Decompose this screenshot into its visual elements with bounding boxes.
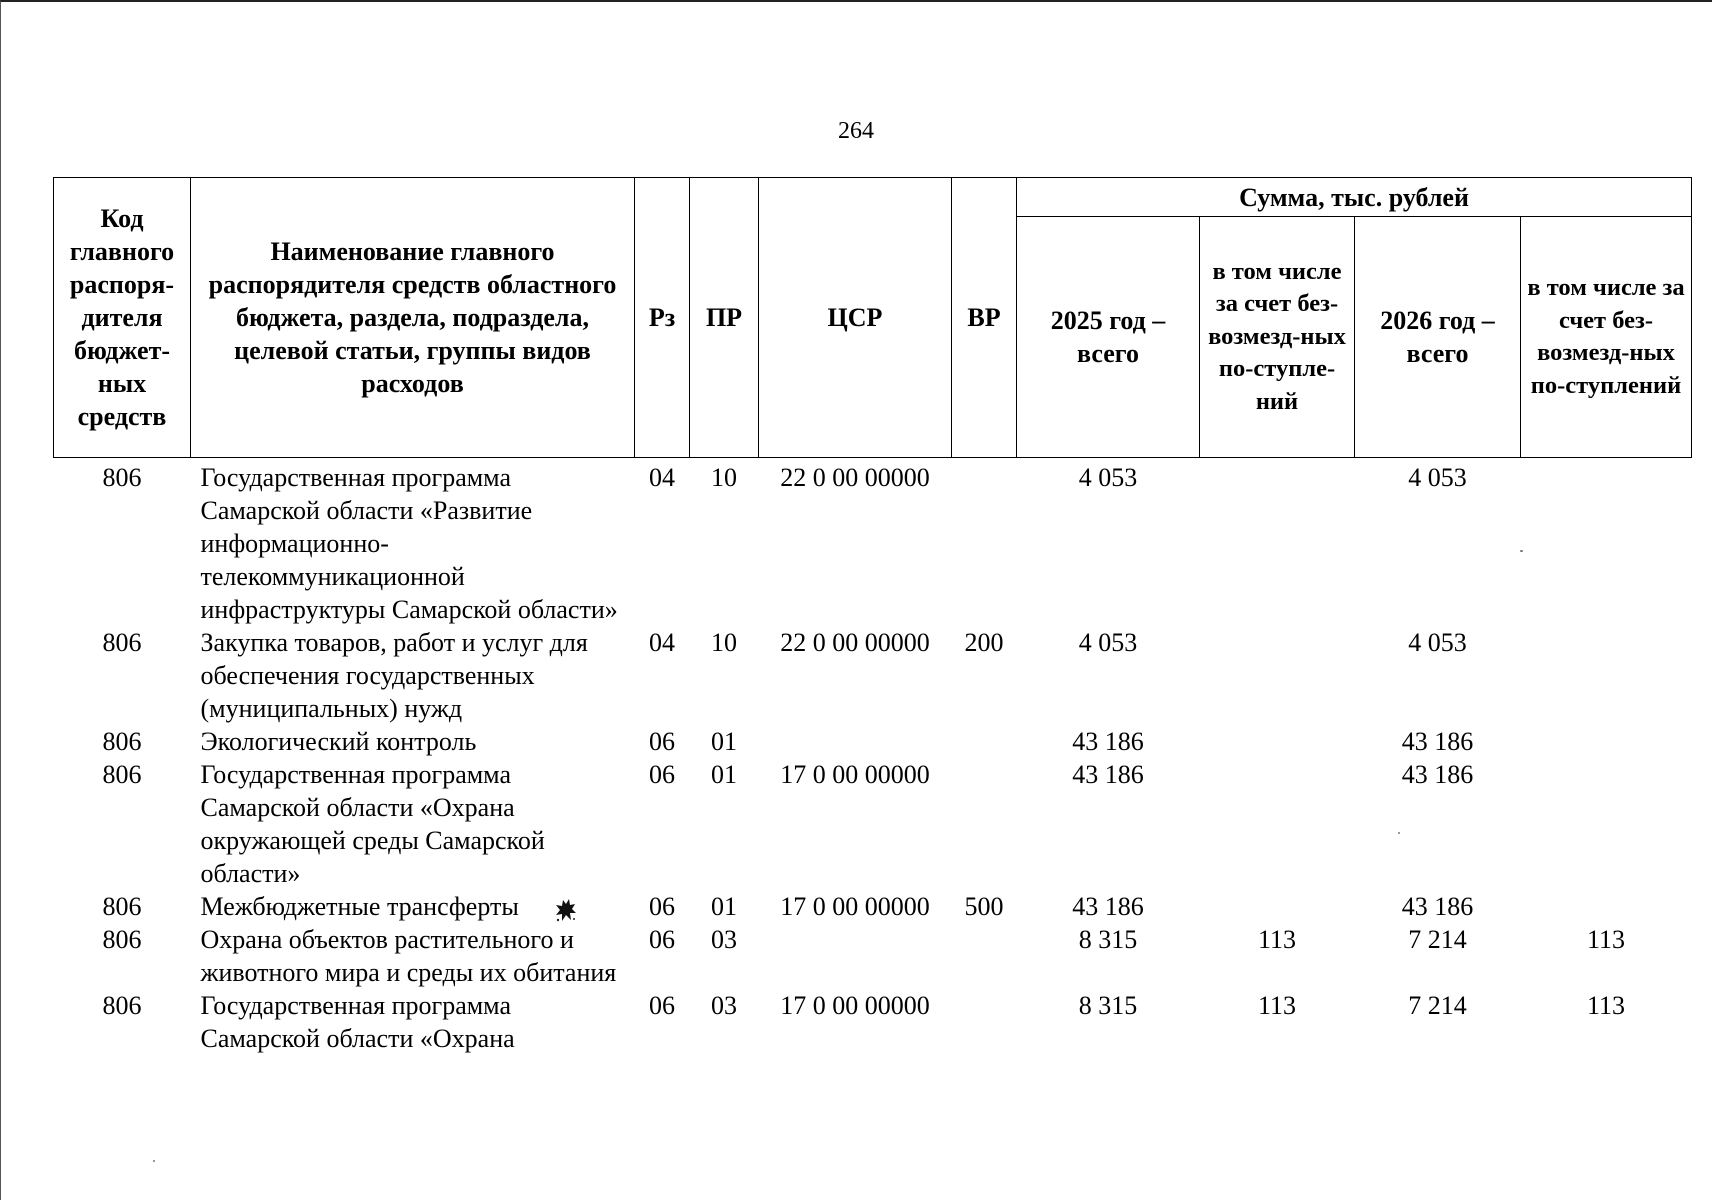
cell-2026-total: 43 186 [1401,892,1474,921]
cell-2026-total: 43 186 [1401,727,1474,756]
header-2026-total: 2026 год – всего [1355,217,1521,458]
cell-2026-grants: 113 [1586,991,1626,1020]
cell-csr: 22 0 00 00000 [780,463,930,492]
table-body [54,458,1692,1056]
table-row [54,923,1692,989]
scan-speck [1398,832,1400,834]
cell-code: 806 [102,892,142,921]
cell-name: Закупка товаров, работ и услуг для обеспечения государственных (муниципальных) нужд [200,628,588,723]
header-2025-grants: в том числе за счет без-возмезд-ных по-ступле-ний [1200,217,1355,458]
cell-csr: 22 0 00 00000 [780,628,930,657]
cell-2025-grants: 113 [1257,925,1297,954]
cell-2026-grants [1521,758,1692,890]
cell-rz: 06 [649,760,675,789]
cell-name: Межбюджетные трансферты [200,892,519,921]
cell-2025-total: 43 186 [1072,727,1144,756]
table-row [54,626,1692,725]
header-csr: ЦСР [759,178,952,458]
table-row [54,890,1692,923]
cell-2025-total: 8 315 [1078,991,1138,1020]
cell-rz: 06 [649,925,675,954]
cell-2025-total: 4 053 [1078,463,1138,492]
table-row [54,989,1692,1055]
cell-vr: 200 [964,628,1004,657]
cell-2025-total: 43 186 [1072,760,1144,789]
cell-2026-total: 4 053 [1408,463,1467,492]
budget-table [53,177,1692,1055]
cell-pr: 01 [711,760,737,789]
cell-rz: 06 [649,892,675,921]
cell-vr: 500 [964,892,1004,921]
cell-2025-total: 8 315 [1078,925,1138,954]
cell-2026-grants [1521,890,1692,923]
header-pr: ПР [690,178,759,458]
cell-code: 806 [102,991,142,1020]
cell-2025-grants [1200,626,1355,725]
cell-rz: 06 [649,991,675,1020]
cell-rz: 04 [649,463,675,492]
cell-name: Государственная программа Самарской области «Развитие информационно-телекоммуникационной инфраструктуры Самарской области» [200,463,618,624]
cell-vr [952,758,1017,890]
cell-name: Экологический контроль [200,727,477,756]
cell-pr: 03 [711,925,737,954]
cell-code: 806 [102,628,142,657]
cell-2026-total: 43 186 [1401,760,1474,789]
cell-2026-grants [1521,725,1692,758]
cell-2026-grants [1521,458,1692,627]
header-2025-total: 2025 год – всего [1017,217,1200,458]
header-sum-group: Сумма, тыс. рублей [1017,178,1692,217]
cell-pr: 01 [711,727,737,756]
cell-2025-grants: 113 [1257,991,1297,1020]
table-row [54,758,1692,890]
cell-vr [952,923,1017,989]
cell-2026-total: 7 214 [1408,991,1467,1020]
table-row [54,458,1692,627]
cell-vr [952,989,1017,1055]
cell-vr [952,458,1017,627]
cell-2025-grants [1200,758,1355,890]
cell-code: 806 [102,727,142,756]
scan-speck [153,1160,155,1162]
header-rz: Рз [635,178,690,458]
header-2026-grants: в том числе за счет без-возмезд-ных по-ступлений [1521,217,1692,458]
cell-pr: 01 [711,892,737,921]
cell-2026-total: 4 053 [1408,628,1467,657]
scan-speck [1520,550,1523,552]
header-vr: ВР [952,178,1017,458]
cell-csr [759,725,952,758]
table-header [54,178,1692,458]
cell-rz: 04 [649,628,675,657]
cell-name: Государственная программа Самарской области «Охрана [200,991,515,1053]
cell-2025-total: 4 053 [1078,628,1138,657]
ink-blot [555,898,577,924]
cell-csr: 17 0 00 00000 [780,760,930,789]
cell-code: 806 [102,760,142,789]
cell-2025-grants [1200,725,1355,758]
cell-2025-total: 43 186 [1072,892,1144,921]
cell-vr [952,725,1017,758]
cell-name: Охрана объектов растительного и животного мира и среды их обитания [200,925,617,987]
cell-code: 806 [102,925,142,954]
cell-csr [759,923,952,989]
cell-pr: 03 [711,991,737,1020]
cell-csr: 17 0 00 00000 [780,892,930,921]
cell-code: 806 [102,463,142,492]
cell-2025-grants [1200,890,1355,923]
header-name: Наименование главного распорядителя средств областного бюджета, раздела, подраздела, целевой статьи, группы видов расходов [191,178,635,458]
cell-2026-grants: 113 [1586,925,1626,954]
page-number: 264 [838,118,874,144]
cell-rz: 06 [649,727,675,756]
cell-2026-total: 7 214 [1408,925,1467,954]
table-row [54,725,1692,758]
cell-2026-grants [1521,626,1692,725]
cell-pr: 10 [711,463,737,492]
cell-csr: 17 0 00 00000 [780,991,930,1020]
cell-pr: 10 [711,628,737,657]
cell-name: Государственная программа Самарской области «Охрана окружающей среды Самарской области» [200,760,545,888]
header-code: Код главного распоря-дителя бюджет-ных средств [54,178,191,458]
cell-2025-grants [1200,458,1355,627]
